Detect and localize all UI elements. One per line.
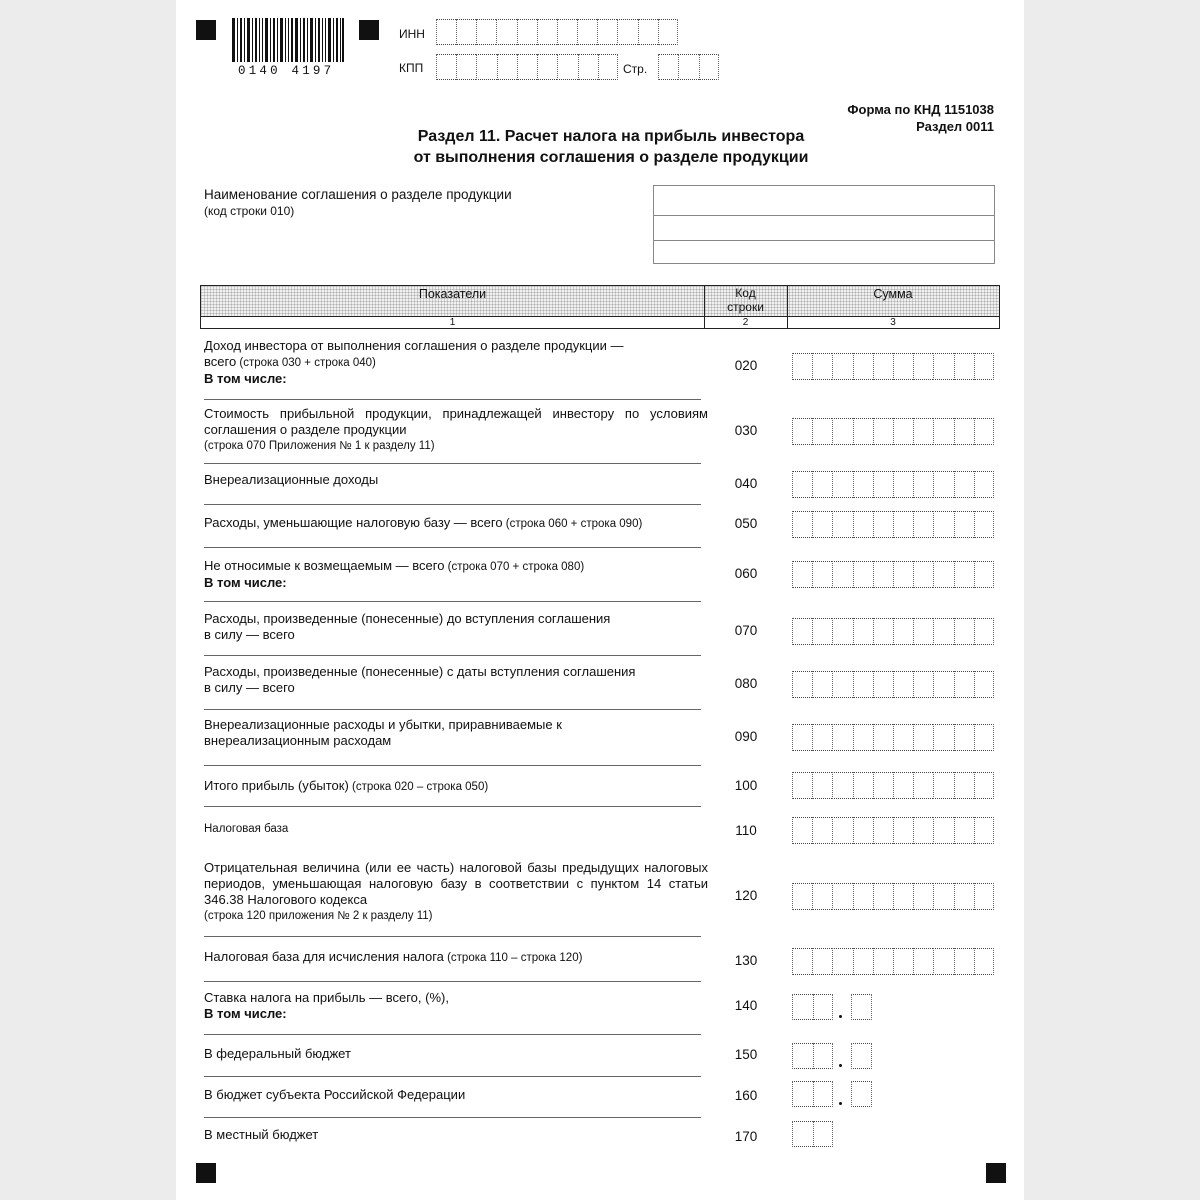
table-row-080: Расходы, произведенные (понесенные) с даты вступления соглашения в силу — всего (204, 664, 636, 695)
char-cell[interactable] (832, 883, 852, 910)
char-cell[interactable] (974, 883, 994, 910)
char-cell[interactable] (873, 671, 893, 698)
char-cell[interactable] (792, 353, 812, 380)
char-cell[interactable] (598, 54, 618, 80)
char-cell[interactable] (954, 511, 974, 538)
char-cell[interactable] (537, 54, 557, 80)
amount-field-050[interactable] (792, 511, 994, 538)
char-cell[interactable] (974, 471, 994, 498)
table-row-070: Расходы, произведенные (понесенные) до вступления соглашения в силу — всего (204, 611, 611, 642)
table-row-120: Отрицательная величина (или ее часть) налоговой базы предыдущих налоговых периодов, уменьшающая налоговую базу в соответствии с пунктом 14 статьи 346.38 Налогового кодекса (строка 120 приложения № 2 к разделу 11) (204, 860, 708, 922)
char-cell[interactable] (913, 883, 933, 910)
char-cell[interactable] (851, 1081, 872, 1107)
form-knd-code: Форма по КНД 1151038 (847, 102, 994, 117)
char-cell[interactable] (933, 724, 953, 751)
char-cell[interactable] (436, 19, 456, 45)
line-code-050: 050 (734, 516, 758, 531)
section-code: Раздел 0011 (916, 119, 994, 134)
char-cell[interactable] (792, 724, 812, 751)
char-cell[interactable] (851, 994, 872, 1020)
line-code-080: 080 (734, 676, 758, 691)
char-cell[interactable] (933, 618, 953, 645)
char-cell[interactable] (557, 19, 577, 45)
table-header (200, 285, 1000, 329)
char-cell[interactable] (933, 883, 953, 910)
char-cell[interactable] (893, 724, 913, 751)
char-cell[interactable] (954, 948, 974, 975)
registration-marker-top-left (196, 20, 216, 40)
char-cell[interactable] (792, 1121, 813, 1147)
char-cell[interactable] (792, 883, 812, 910)
char-cell[interactable] (792, 511, 812, 538)
char-cell[interactable] (933, 817, 953, 844)
char-cell[interactable] (853, 618, 873, 645)
line-code-150: 150 (734, 1047, 758, 1062)
char-cell[interactable] (954, 817, 974, 844)
char-cell[interactable] (832, 561, 852, 588)
agreement-name-label: Наименование соглашения о разделе продукции (код строки 010) (204, 187, 512, 218)
char-cell[interactable] (851, 1043, 872, 1069)
char-cell[interactable] (812, 511, 832, 538)
char-cell[interactable] (913, 418, 933, 445)
char-cell[interactable] (873, 353, 893, 380)
char-cell[interactable] (893, 948, 913, 975)
char-cell[interactable] (873, 418, 893, 445)
char-cell[interactable] (913, 817, 933, 844)
char-cell[interactable] (873, 948, 893, 975)
char-cell[interactable] (853, 883, 873, 910)
char-cell[interactable] (913, 618, 933, 645)
char-cell[interactable] (893, 772, 913, 799)
char-cell[interactable] (954, 353, 974, 380)
kpp-label: КПП (399, 61, 424, 75)
char-cell[interactable] (974, 511, 994, 538)
char-cell[interactable] (974, 948, 994, 975)
page-number-field[interactable] (658, 54, 719, 80)
char-cell[interactable] (537, 19, 557, 45)
amount-field-020[interactable] (792, 353, 994, 380)
char-cell[interactable] (792, 948, 812, 975)
char-cell[interactable] (812, 948, 832, 975)
rate-integer-field-160[interactable] (792, 1081, 833, 1107)
column-number-1: 1 (449, 317, 456, 328)
char-cell[interactable] (933, 948, 953, 975)
char-cell[interactable] (893, 418, 913, 445)
char-cell[interactable] (873, 471, 893, 498)
char-cell[interactable] (954, 772, 974, 799)
char-cell[interactable] (792, 418, 812, 445)
registration-marker-bottom-left (196, 1163, 216, 1183)
line-code-110: 110 (735, 823, 757, 838)
char-cell[interactable] (517, 54, 537, 80)
char-cell[interactable] (792, 772, 812, 799)
form-code (847, 101, 994, 135)
char-cell[interactable] (873, 511, 893, 538)
char-cell[interactable] (812, 561, 832, 588)
column-header-line-code: Код строки (727, 286, 764, 314)
line-code-070: 070 (734, 623, 758, 638)
table-row-140: Ставка налога на прибыль — всего, (%), В том числе: (204, 990, 449, 1021)
char-cell[interactable] (974, 561, 994, 588)
char-cell[interactable] (933, 671, 953, 698)
char-cell[interactable] (792, 671, 812, 698)
agreement-name-field[interactable] (653, 185, 995, 264)
char-cell[interactable] (658, 19, 678, 45)
char-cell[interactable] (497, 54, 517, 80)
char-cell[interactable] (476, 19, 496, 45)
char-cell[interactable] (496, 19, 516, 45)
char-cell[interactable] (812, 772, 832, 799)
char-cell[interactable] (853, 353, 873, 380)
agreement-line-code: (код строки 010) (204, 204, 295, 218)
char-cell[interactable] (517, 19, 537, 45)
char-cell[interactable] (832, 618, 852, 645)
char-cell[interactable] (954, 418, 974, 445)
char-cell[interactable] (933, 471, 953, 498)
char-cell[interactable] (853, 817, 873, 844)
amount-field-110[interactable] (792, 817, 994, 844)
rate-decimal-field-160[interactable] (851, 1081, 872, 1107)
table-row-050: Расходы, уменьшающие налоговую базу — всего (строка 060 + строка 090) (204, 515, 643, 530)
table-row-150: В федеральный бюджет (204, 1046, 351, 1061)
char-cell[interactable] (812, 618, 832, 645)
amount-field-040[interactable] (792, 471, 994, 498)
char-cell[interactable] (933, 772, 953, 799)
char-cell[interactable] (792, 1081, 813, 1107)
table-row-090: Внереализационные расходы и убытки, приравниваемые к внереализационным расходам (204, 717, 562, 748)
amount-field-060[interactable] (792, 561, 994, 588)
char-cell[interactable] (792, 1043, 813, 1069)
char-cell[interactable] (792, 561, 812, 588)
char-cell[interactable] (954, 724, 974, 751)
char-cell[interactable] (974, 353, 994, 380)
char-cell[interactable] (954, 471, 974, 498)
table-row-030: Стоимость прибыльной продукции, принадлежащей инвестору по условиям соглашения о разделе продукции (строка 070 Приложения № 1 к разделу 11) (204, 406, 708, 452)
char-cell[interactable] (853, 511, 873, 538)
char-cell[interactable] (617, 19, 637, 45)
char-cell[interactable] (954, 883, 974, 910)
char-cell[interactable] (832, 948, 852, 975)
line-code-140: 140 (734, 998, 758, 1013)
char-cell[interactable] (832, 671, 852, 698)
char-cell[interactable] (974, 418, 994, 445)
line-code-020: 020 (734, 358, 758, 373)
amount-field-130[interactable] (792, 948, 994, 975)
char-cell[interactable] (638, 19, 658, 45)
char-cell[interactable] (913, 511, 933, 538)
rate-decimal-field-150[interactable] (851, 1043, 872, 1069)
char-cell[interactable] (913, 772, 933, 799)
char-cell[interactable] (974, 671, 994, 698)
char-cell[interactable] (893, 671, 913, 698)
registration-marker-bottom-right (986, 1163, 1006, 1183)
char-cell[interactable] (557, 54, 577, 80)
char-cell[interactable] (873, 817, 893, 844)
column-header-amount: Сумма (873, 287, 913, 301)
char-cell[interactable] (813, 1081, 834, 1107)
amount-field-100[interactable] (792, 772, 994, 799)
char-cell[interactable] (913, 724, 933, 751)
amount-field-090[interactable] (792, 724, 994, 751)
char-cell[interactable] (699, 54, 719, 80)
char-cell[interactable] (792, 471, 812, 498)
char-cell[interactable] (974, 724, 994, 751)
char-cell[interactable] (853, 561, 873, 588)
char-cell[interactable] (954, 671, 974, 698)
line-code-170: 170 (734, 1129, 758, 1144)
char-cell[interactable] (597, 19, 617, 45)
char-cell[interactable] (913, 471, 933, 498)
section-title: Раздел 11. Расчет налога на прибыль инвестора от выполнения соглашения о разделе продукции (413, 128, 809, 166)
amount-field-080[interactable] (792, 671, 994, 698)
barcode-number: 0140 4197 (238, 64, 335, 78)
char-cell[interactable] (893, 353, 913, 380)
line-code-100: 100 (734, 778, 758, 793)
char-cell[interactable] (436, 54, 456, 80)
char-cell[interactable] (913, 353, 933, 380)
char-cell[interactable] (873, 618, 893, 645)
char-cell[interactable] (813, 1043, 834, 1069)
table-row-020: Доход инвестора от выполнения соглашения о разделе продукции — всего (строка 030 + строка 040) В том числе: (204, 338, 624, 386)
char-cell[interactable] (476, 54, 496, 80)
char-cell[interactable] (873, 772, 893, 799)
char-cell[interactable] (832, 511, 852, 538)
char-cell[interactable] (853, 772, 873, 799)
char-cell[interactable] (893, 817, 913, 844)
char-cell[interactable] (893, 618, 913, 645)
inn-label: ИНН (399, 27, 425, 41)
char-cell[interactable] (456, 54, 476, 80)
char-cell[interactable] (954, 561, 974, 588)
rate-integer-field-170[interactable] (792, 1121, 833, 1147)
char-cell[interactable] (853, 471, 873, 498)
char-cell[interactable] (792, 817, 812, 844)
char-cell[interactable] (913, 948, 933, 975)
table-row-100: Итого прибыль (убыток) (строка 020 – строка 050) (204, 778, 489, 793)
char-cell[interactable] (812, 418, 832, 445)
table-row-110: Налоговая база (204, 823, 289, 835)
table-row-130: Налоговая база для исчисления налога (строка 110 – строка 120) (204, 949, 583, 964)
char-cell[interactable] (954, 618, 974, 645)
char-cell[interactable] (974, 618, 994, 645)
line-code-090: 090 (734, 729, 758, 744)
table-row-040: Внереализационные доходы (204, 472, 379, 487)
barcode (232, 18, 344, 62)
rate-integer-field-140[interactable] (792, 994, 833, 1020)
page-number-label: Стр. (623, 62, 648, 76)
char-cell[interactable] (812, 817, 832, 844)
char-cell[interactable] (812, 671, 832, 698)
form-page (176, 0, 1024, 1200)
registration-marker-top-right (359, 20, 379, 40)
char-cell[interactable] (832, 817, 852, 844)
char-cell[interactable] (873, 561, 893, 588)
line-code-130: 130 (734, 953, 758, 968)
char-cell[interactable] (933, 353, 953, 380)
char-cell[interactable] (812, 471, 832, 498)
inn-field[interactable] (436, 19, 678, 45)
table-row-170: В местный бюджет (204, 1127, 319, 1142)
line-code-120: 120 (734, 888, 758, 903)
char-cell[interactable] (873, 724, 893, 751)
amount-field-120[interactable] (792, 883, 994, 910)
char-cell[interactable] (832, 418, 852, 445)
table-row-160: В бюджет субъекта Российской Федерации (204, 1087, 466, 1102)
amount-field-070[interactable] (792, 618, 994, 645)
line-code-030: 030 (734, 423, 758, 438)
char-cell[interactable] (974, 772, 994, 799)
char-cell[interactable] (853, 948, 873, 975)
char-cell[interactable] (853, 418, 873, 445)
char-cell[interactable] (813, 1121, 834, 1147)
char-cell[interactable] (974, 817, 994, 844)
char-cell[interactable] (913, 671, 933, 698)
rate-decimal-field-140[interactable] (851, 994, 872, 1020)
column-number-3: 3 (890, 317, 896, 328)
char-cell[interactable] (832, 353, 852, 380)
char-cell[interactable] (658, 54, 678, 80)
table-row-060: Не относимые к возмещаемым — всего (строка 070 + строка 080) В том числе: (204, 558, 585, 590)
char-cell[interactable] (832, 724, 852, 751)
char-cell[interactable] (678, 54, 698, 80)
char-cell[interactable] (853, 724, 873, 751)
char-cell[interactable] (812, 353, 832, 380)
char-cell[interactable] (933, 418, 953, 445)
char-cell[interactable] (853, 671, 873, 698)
char-cell[interactable] (578, 54, 598, 80)
rate-integer-field-150[interactable] (792, 1043, 833, 1069)
column-number-2: 2 (742, 317, 749, 328)
line-code-160: 160 (734, 1088, 758, 1103)
char-cell[interactable] (792, 994, 813, 1020)
char-cell[interactable] (893, 471, 913, 498)
char-cell[interactable] (812, 883, 832, 910)
char-cell[interactable] (913, 561, 933, 588)
char-cell[interactable] (577, 19, 597, 45)
column-header-indicators: Показатели (418, 287, 487, 301)
char-cell[interactable] (893, 561, 913, 588)
char-cell[interactable] (893, 511, 913, 538)
kpp-field[interactable] (436, 54, 618, 80)
char-cell[interactable] (933, 561, 953, 588)
line-code-040: 040 (734, 476, 758, 491)
char-cell[interactable] (792, 618, 812, 645)
char-cell[interactable] (832, 471, 852, 498)
char-cell[interactable] (933, 511, 953, 538)
char-cell[interactable] (873, 883, 893, 910)
char-cell[interactable] (812, 724, 832, 751)
char-cell[interactable] (813, 994, 834, 1020)
amount-field-030[interactable] (792, 418, 994, 445)
char-cell[interactable] (893, 883, 913, 910)
line-code-060: 060 (734, 566, 758, 581)
char-cell[interactable] (832, 772, 852, 799)
char-cell[interactable] (456, 19, 476, 45)
